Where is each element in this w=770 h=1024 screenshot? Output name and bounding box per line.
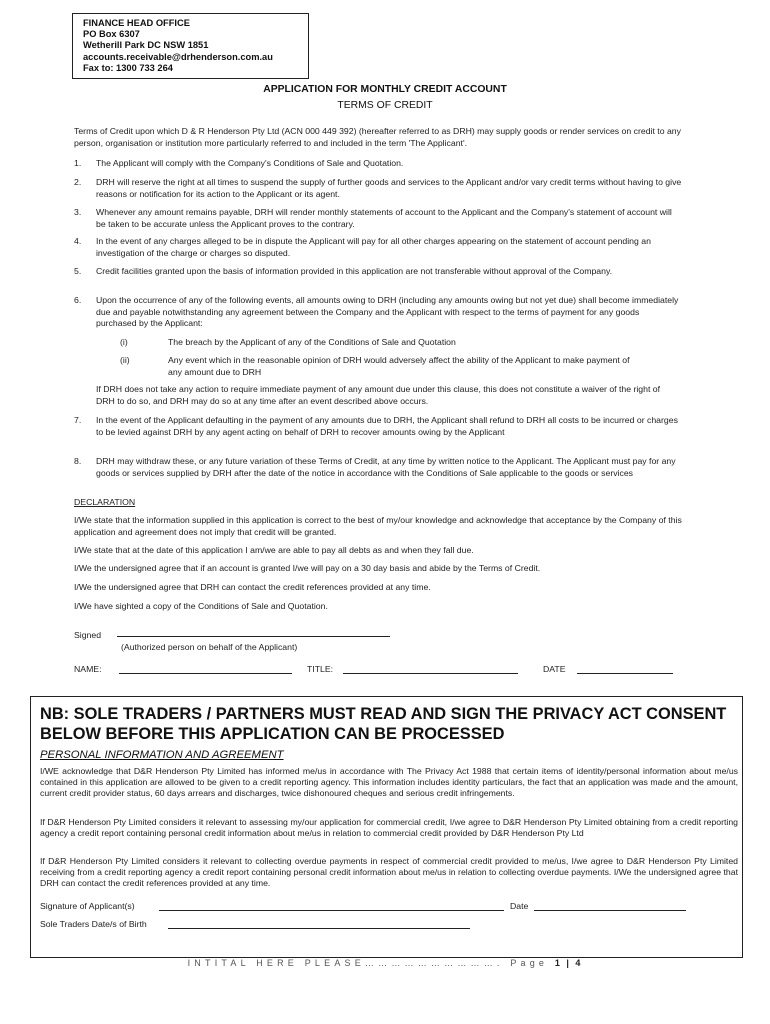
- date-of-birth-line[interactable]: [168, 928, 470, 929]
- applicant-signature-line[interactable]: [159, 910, 504, 911]
- privacy-paragraph: I/WE acknowledge that D&R Henderson Pty Limited has informed me/us in accordance with The Privacy Act 1988 that certain items of identity/personal information about me/us contained in this application are allowed to be given to a credit reporting agency. This information includes identity particulars, the fact that an application was made and the amount, current credit provider status, 60 days arrears and discharges, twice dishonoured cheques and serious credit infringements.: [40, 766, 738, 799]
- declaration-item: I/We state that at the date of this application I am/we are able to pay all debts as and when they fall due.: [74, 545, 474, 555]
- name-label: NAME:: [74, 664, 102, 674]
- privacy-paragraph: If D&R Henderson Pty Limited considers it relevant to collecting overdue payments in respect of commercial credit provided to me/us, I/we agree to D&R Henderson Pty Limited receiving from a credit reporting agency a credit report containing personal credit information about me/us in relation to collecting overdue payments. I/We the undersigned agree that DRH can contact the credit references provided at any time.: [40, 856, 738, 889]
- term-number: 3.: [74, 207, 82, 217]
- address-email: accounts.receivable@drhenderson.com.au: [83, 51, 273, 62]
- privacy-consent-box: [30, 696, 743, 958]
- privacy-date-line[interactable]: [534, 910, 686, 911]
- page-footer: [0, 958, 770, 968]
- date-of-birth-label: Sole Traders Date/s of Birth: [40, 919, 147, 929]
- term-number: 4.: [74, 236, 82, 246]
- document-title: APPLICATION FOR MONTHLY CREDIT ACCOUNT: [263, 84, 507, 95]
- term-number: 5.: [74, 266, 82, 276]
- declaration-item: I/We the undersigned agree that DRH can contact the credit references provided at any time.: [74, 582, 431, 592]
- sub-text: The breach by the Applicant of any of the Conditions of Sale and Quotation: [168, 337, 456, 347]
- term-text: Upon the occurrence of any of the following events, all amounts owing to DRH (including any amounts owing but not yet due) shall become immediately due and payable notwithstanding any agreement between the Company and the Applicant with respect to the terms of payment for any goods purchased by the Applicant:: [96, 295, 679, 329]
- page-number: 1 | 4: [554, 958, 583, 968]
- term-text: DRH may withdraw these, or any future variation of these Terms of Credit, at any time by written notice to the Applicant. The Applicant must pay for any goods or services supplied by DRH after the date of the notice in accordance with the Conditions of Sale applicable to the goods or services: [96, 456, 676, 478]
- address-line: FINANCE HEAD OFFICE: [83, 18, 190, 28]
- term-text: In the event of the Applicant defaulting in the payment of any amounts due to DRH, the Applicant shall refund to DRH all costs to be incurred or charges to be levied against DRH by any agent acting on behalf of DRH to recover amounts owing by the Applicant: [96, 415, 678, 437]
- signed-label: Signed: [74, 630, 102, 640]
- signed-line[interactable]: [117, 636, 390, 637]
- term-text: Credit facilities granted upon the basis of information provided in this application are not transferable without approval of the Company.: [96, 266, 613, 276]
- address-fax: Fax to: 1300 733 264: [83, 62, 173, 73]
- sub-number: (i): [120, 337, 128, 347]
- term-number: 1.: [74, 158, 82, 168]
- term-number: 6.: [74, 295, 82, 305]
- authorized-label: (Authorized person on behalf of the Applicant): [121, 642, 298, 652]
- title-line[interactable]: [343, 673, 518, 674]
- personal-information-heading: PERSONAL INFORMATION AND AGREEMENT: [40, 749, 284, 761]
- terms-intro: Terms of Credit upon which D & R Henderson Pty Ltd (ACN 000 449 392) (hereafter referred to as DRH) may supply goods or render services on credit to any person, organisation or institution more particularly referred to and included in the term 'The Applicant'.: [74, 126, 681, 148]
- term-number: 7.: [74, 415, 82, 425]
- title-label: TITLE:: [307, 664, 334, 674]
- initial-here-text: INTITAL HERE PLEASE…………………………. Page: [187, 958, 549, 968]
- sub-number: (ii): [120, 355, 130, 365]
- term-number: 2.: [74, 177, 82, 187]
- term-text: In the event of any charges alleged to be in dispute the Applicant will pay for all other charges appearing on the statement of account pending an investigation of the charge or charges so disputed.: [96, 236, 651, 258]
- term-text: DRH will reserve the right at all times to suspend the supply of further goods and services to the Applicant and/or vary credit terms without having to give reasons or notification for its action to the Applicant or its agent.: [96, 177, 682, 199]
- term-text: The Applicant will comply with the Company's Conditions of Sale and Quotation.: [96, 158, 404, 168]
- date-label: DATE: [543, 664, 566, 674]
- document-subtitle: TERMS OF CREDIT: [337, 100, 433, 111]
- sub-text: Any event which in the reasonable opinion of DRH would adversely affect the ability of the Applicant to make payment of any amount due to DRH: [168, 355, 630, 377]
- head-office-address-box: [72, 13, 309, 79]
- privacy-notice-title: NB: SOLE TRADERS / PARTNERS MUST READ AND SIGN THE PRIVACY ACT CONSENT BELOW BEFORE THIS APPLICATION CAN BE PROCESSED: [40, 705, 727, 743]
- privacy-paragraph: If D&R Henderson Pty Limited considers it relevant to assessing my/our application for commercial credit, I/we agree to D&R Henderson Pty Limited obtaining from a credit reporting agency a credit report containing personal credit information about me/us in relation to commercial credit provided by D&R Henderson Pty Ltd: [40, 817, 738, 839]
- applicant-signature-label: Signature of Applicant(s): [40, 901, 135, 911]
- declaration-item: I/We state that the information supplied in this application is correct to the best of my/our knowledge and acknowledge that acceptance by the Company of this application and agreement does not imply that credit will be granted.: [74, 515, 682, 537]
- address-line: Wetherill Park DC NSW 1851: [83, 40, 209, 51]
- address-line: PO Box 6307: [83, 29, 140, 40]
- term-number: 8.: [74, 456, 82, 466]
- name-line[interactable]: [119, 673, 292, 674]
- date-line[interactable]: [577, 673, 673, 674]
- privacy-date-label: Date: [510, 901, 529, 911]
- declaration-heading: DECLARATION: [74, 497, 136, 507]
- term-text: Whenever any amount remains payable, DRH will render monthly statements of account to the Applicant and the Company's statement of account will be taken to be accurate unless the Applicant proves to the contrary.: [96, 207, 672, 229]
- term6-waiver-note: If DRH does not take any action to require immediate payment of any amount due under this clause, this does not constitute a waiver of the right of DRH to do so, and DRH may do so at any time after an event described above occurs.: [96, 384, 661, 406]
- declaration-item: I/We have sighted a copy of the Conditions of Sale and Quotation.: [74, 601, 328, 611]
- declaration-item: I/We the undersigned agree that if an account is granted I/we will pay on a 30 day basis and abide by the Terms of Credit.: [74, 563, 541, 573]
